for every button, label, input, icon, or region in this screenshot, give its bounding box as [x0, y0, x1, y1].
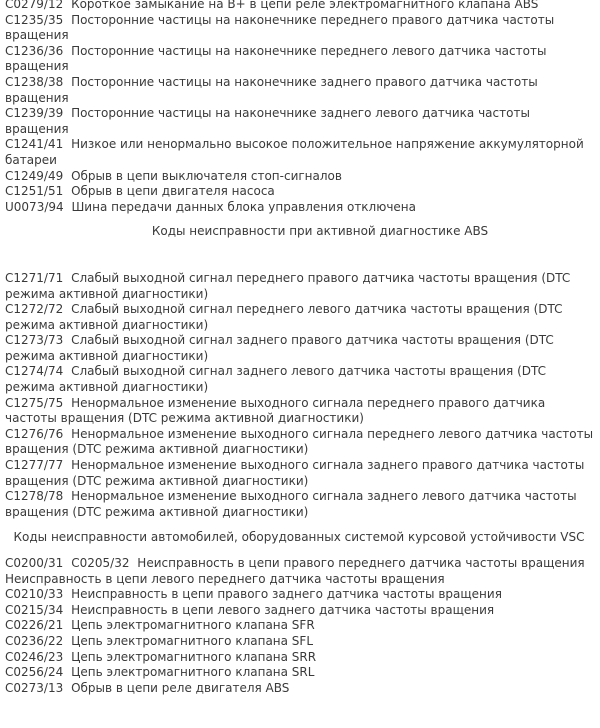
dtc-description: Ненормальное изменение выходного сигнала заднего левого датчика частоты вращения (DTC режима активной диагностики): [5, 489, 577, 519]
dtc-code: U0073/94: [5, 199, 64, 214]
dtc-item: [5, 137, 595, 168]
dtc-description: Цепь электромагнитного клапана SRL: [71, 665, 315, 680]
dtc-description: Ненормальное изменение выходного сигнала заднего правого датчика частоты вращения (DTC режима активной диагностики): [5, 458, 585, 488]
dtc-code: C1272/72: [5, 302, 64, 317]
dtc-code: C1277/77: [5, 458, 64, 473]
dtc-description: Неисправность в цепи левого заднего датчика частоты вращения: [71, 602, 495, 617]
dtc-item: [5, 587, 595, 603]
dtc-code: C0256/24: [5, 665, 64, 680]
dtc-item: [5, 271, 595, 302]
dtc-item: [5, 634, 595, 650]
dtc-description: Низкое или ненормально высокое положительное напряжение аккумуляторной батареи: [5, 137, 584, 167]
dtc-code: C1239/39: [5, 106, 64, 121]
dtc-description: Цепь электромагнитного клапана SFR: [71, 618, 315, 633]
dtc-code: C1273/73: [5, 333, 64, 348]
dtc-item: [5, 396, 595, 427]
dtc-description: Посторонние частицы на наконечнике заднего правого датчика частоты вращения: [5, 74, 538, 105]
dtc-item: [5, 106, 595, 137]
dtc-list-vsc: [5, 556, 595, 696]
dtc-description: Неисправность в цепи правого заднего датчика частоты вращения: [71, 587, 502, 602]
dtc-item: [5, 13, 595, 44]
dtc-code: C1278/78: [5, 489, 64, 504]
dtc-item: [5, 427, 595, 458]
dtc-code: C1238/38: [5, 74, 64, 89]
dtc-description: Слабый выходной сигнал заднего правого датчика частоты вращения (DTC режима активной диагностики): [5, 333, 554, 363]
dtc-item: [5, 650, 595, 666]
dtc-code: C1276/76: [5, 426, 64, 441]
dtc-item: [5, 184, 595, 200]
dtc-code: C0226/21: [5, 618, 64, 633]
dtc-description: Слабый выходной сигнал переднего левого датчика частоты вращения (DTC режима активной диагностики): [5, 302, 563, 332]
dtc-item: [5, 489, 595, 520]
dtc-code: C0279/12: [5, 0, 64, 11]
dtc-list-active-diagnostics: [5, 271, 595, 521]
section-heading-abs-active-diagnostics: Коды неисправности при активной диагностике ABS: [151, 224, 489, 239]
dtc-description: Слабый выходной сигнал переднего правого датчика частоты вращения (DTC режима активной диагностики): [5, 270, 571, 301]
dtc-item: [5, 169, 595, 185]
dtc-code: C0200/31: [5, 556, 64, 570]
dtc-item: [5, 364, 595, 395]
dtc-item: [5, 681, 595, 697]
dtc-description: Обрыв в цепи выключателя стоп-сигналов: [71, 168, 342, 183]
dtc-item: [5, 44, 595, 75]
dtc-item: [5, 665, 595, 681]
dtc-code: C1236/36: [5, 43, 64, 58]
dtc-description: Цепь электромагнитного клапана SRR: [71, 649, 317, 664]
dtc-description: Цепь электромагнитного клапана SFL: [71, 633, 314, 648]
dtc-item: [5, 603, 595, 619]
dtc-description: Обрыв в цепи двигателя насоса: [71, 184, 275, 199]
dtc-code: C0236/22: [5, 633, 64, 648]
dtc-code: C0246/23: [5, 649, 64, 664]
dtc-code: C0210/33: [5, 587, 64, 602]
dtc-description: Посторонние частицы на наконечнике заднего левого датчика частоты вращения: [5, 106, 530, 136]
dtc-code: C1249/49: [5, 168, 64, 183]
section-heading-vsc: Коды неисправности автомобилей, оборудованных системой курсовой устойчивости VSC: [13, 530, 585, 545]
dtc-description: Посторонние частицы на наконечнике переднего правого датчика частоты вращения: [5, 12, 555, 43]
dtc-description: Короткое замыкание на В+ в цепи реле электромагнитного клапана ABS: [71, 0, 539, 11]
dtc-description: Ненормальное изменение выходного сигнала переднего правого датчика частоты вращения (DTC режима активной диагностики): [5, 395, 546, 426]
dtc-item: [5, 333, 595, 364]
dtc-description: Ненормальное изменение выходного сигнала переднего левого датчика частоты вращения (DTC режима активной диагностики): [5, 426, 594, 457]
dtc-item: [5, 0, 595, 13]
dtc-item: [5, 302, 595, 333]
dtc-code: C1275/75: [5, 395, 64, 410]
dtc-code: C0215/34: [5, 602, 64, 617]
dtc-item: [5, 75, 595, 106]
dtc-item: [5, 200, 595, 216]
dtc-code: C1241/41: [5, 137, 64, 152]
dtc-description: Шина передачи данных блока управления отключена: [71, 199, 416, 214]
dtc-item: [5, 618, 595, 634]
dtc-code: C1274/74: [5, 364, 64, 379]
dtc-description: Слабый выходной сигнал заднего левого датчика частоты вращения (DTC режима активной диагностики): [5, 364, 547, 395]
dtc-code: C1271/71: [5, 270, 64, 285]
dtc-item: [5, 458, 595, 489]
dtc-code-secondary: C0205/32: [71, 556, 130, 570]
dtc-description: Неисправность в цепи правого переднего датчика частоты вращения Неисправность в цепи левого переднего датчика частоты вращения: [5, 556, 585, 586]
dtc-code: C1251/51: [5, 184, 64, 199]
dtc-code: C0273/13: [5, 680, 64, 695]
dtc-list-abs: [5, 0, 595, 215]
dtc-code: C1235/35: [5, 12, 64, 27]
dtc-description: Посторонние частицы на наконечнике переднего левого датчика частоты вращения: [5, 43, 547, 74]
dtc-description: Обрыв в цепи реле двигателя ABS: [71, 680, 290, 695]
dtc-item: [5, 556, 595, 587]
